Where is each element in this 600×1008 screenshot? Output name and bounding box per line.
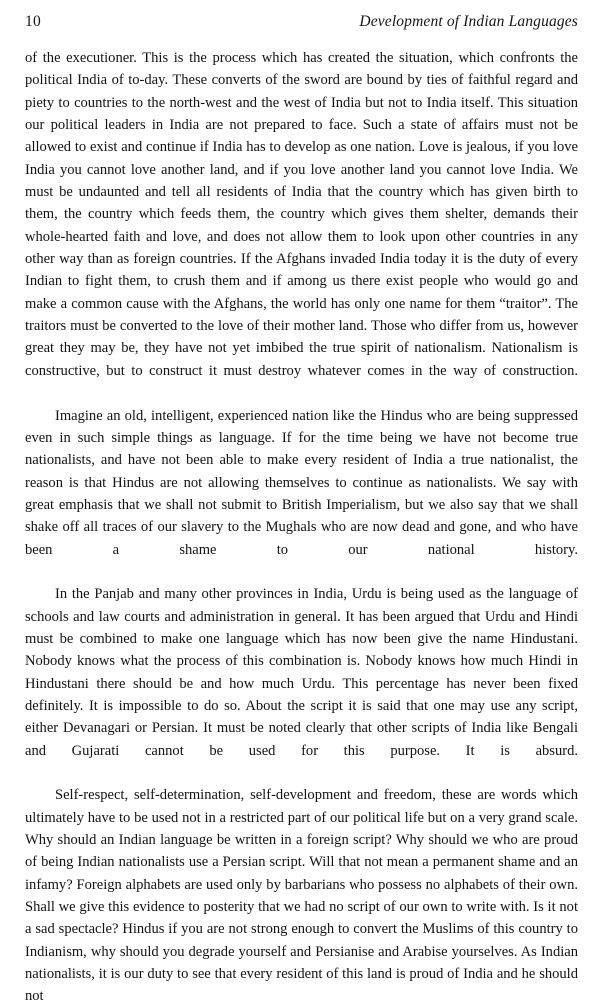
running-title: Development of Indian Languages xyxy=(359,13,578,30)
paragraph-last: Self-respect, self-determination, self-development and freedom, these are words which ultimately have to be used not in a restricted part of our political life but on a very grand scale. Why should an Indian language be written in a foreign script? Why should we who are proud of being Indian nationalists use a Persian script. Will that not mean a permanent shame and an infamy? Foreign alphabets are used only by barbarians who possess no alphabets of their own. Shall we give this evidence to posterity that we had no script of our own to write with. Is it not a sad spectacle? Hindus if you are not strong enough to convert the Muslims of this country to Indianism, why should you degrade yourself and Persianise and Arabise yourselves. As Indian nationalists, it is our duty to see that every resident of this land is proud of India and he should not xyxy=(25,787,578,1005)
page-number: 10 xyxy=(25,13,41,30)
paragraph: Imagine an old, intelligent, experienced nation like the Hindus who are being suppressed even in such simple things as language. If for the time being we have not become true nationalists, and have not been able to make every resident of India a true nationalist, the reason is that Hindus are not allowing themselves to continue as nationalists. We say with great emphasis that we shall not submit to British Imperialism, but we also say that we shall shake off all traces of our slavery to the Mughals who are now dead and gone, and who have been a shame to our national history. xyxy=(25,407,578,558)
running-head xyxy=(25,14,578,38)
paragraph-continued: of the executioner. This is the process which has created the situation, which confronts the political India of to-day. These converts of the sword are bound by ties of faithful regard and piety to countries to the north-west and the west of India but not to India itself. This situation our political leaders in India are not prepared to face. Such a state of affairs must not be allowed to exist and continue if India has to develop as one nation. Love is jealous, if you love India you cannot love another land, and if you love another land you cannot love India. We must be undaunted and tell all residents of India that the country which has given birth to them, the country which feeds them, the country which gives them shelter, demands their whole-hearted faith and love, and does not allow them to look upon other countries in any other way than as foreign countries. If the Afghans invaded India today it is the duty of every Indian to fight them, to crush them and if among us there exist people who would go and make a common cause with the Afghans, the world has only one name for them “traitor”. The traitors must be converted to the love of their mother land. Those who differ from us, however great they may be, they have not yet imbibed the true spirit of nationalism. Nationalism is constructive, but to construct it must destroy whatever comes in the way of construction. xyxy=(25,50,578,379)
body-text-column xyxy=(25,47,578,1008)
paragraph: In the Panjab and many other provinces in India, Urdu is being used as the language of schools and law courts and administration in general. It has been argued that Urdu and Hindi must be combined to make one language which has now been give the name Hindustani. Nobody knows what the process of this combination is. Nobody knows how much Hindi in Hindustani there should be and how much Urdu. This percentage has never been fixed definitely. It is impossible to do so. About the script it is said that one may use any script, either Devanagari or Persian. It must be noted clearly that other scripts of India like Bengali and Gujarati cannot be used for this purpose. It is absurd. xyxy=(25,586,578,759)
